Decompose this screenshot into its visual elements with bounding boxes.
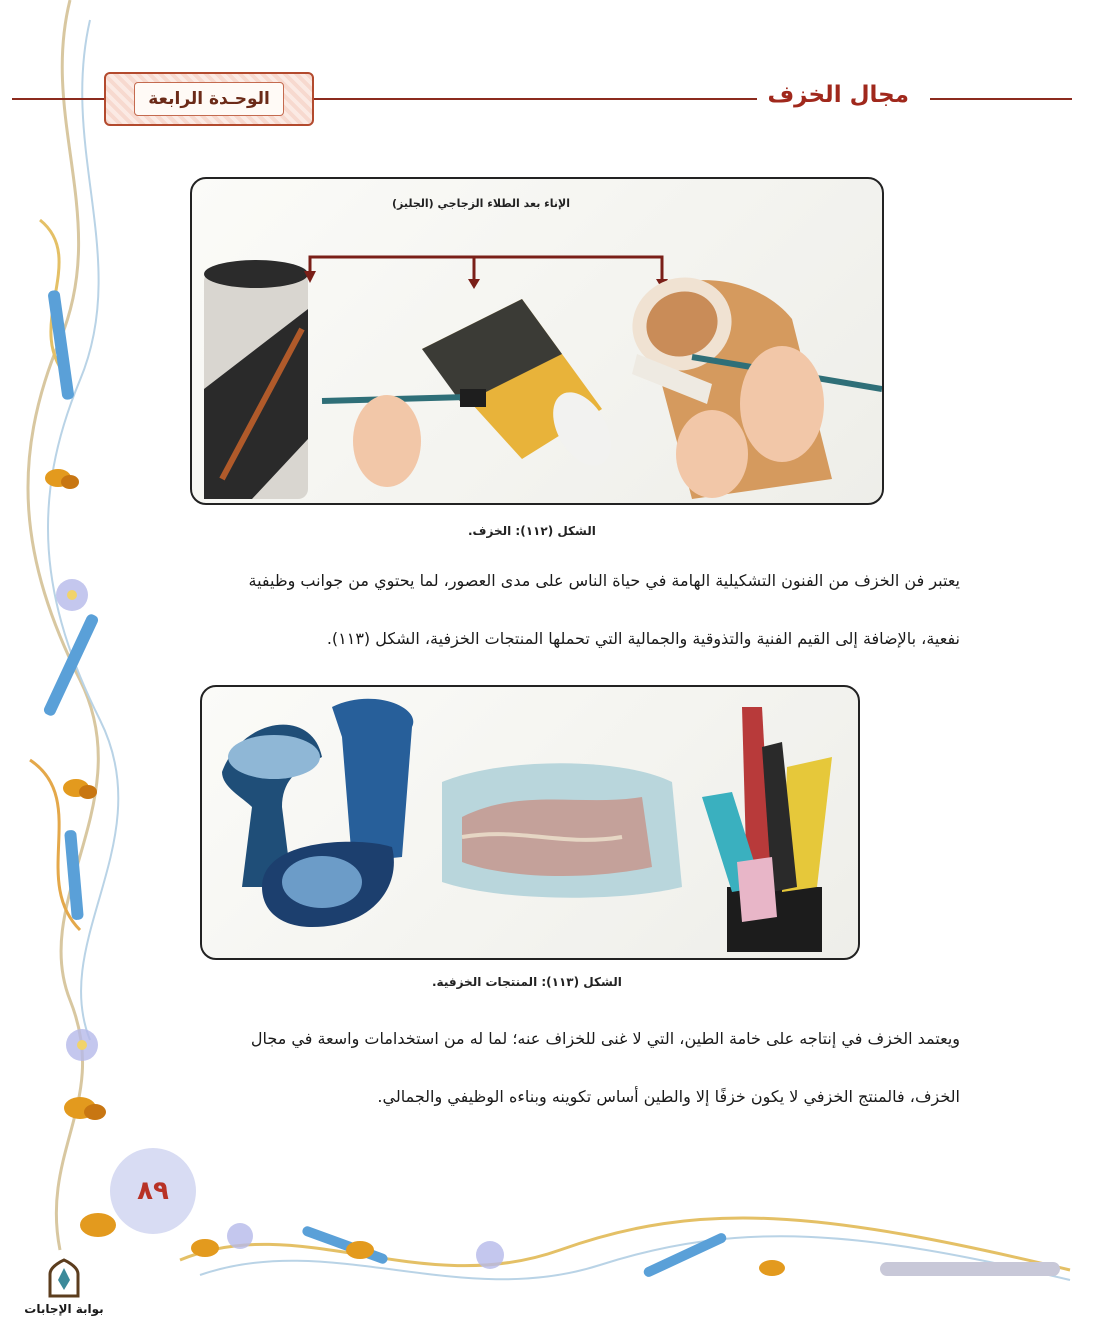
brush-icon bbox=[880, 1262, 1060, 1276]
paragraph-1 bbox=[110, 552, 960, 668]
header-rule-right bbox=[930, 98, 1072, 100]
unit-badge bbox=[104, 72, 314, 126]
ceramic-products-illustration bbox=[202, 687, 858, 958]
figure-112-image bbox=[190, 177, 884, 505]
paragraph-1-line-1: يعتبر فن الخزف من الفنون التشكيلية الهامة في حياة الناس على مدى العصور، لما يحتوي من جوانب وظيفية bbox=[248, 571, 960, 590]
butterfly-icon bbox=[759, 1260, 785, 1276]
slab-vase bbox=[702, 707, 832, 952]
flower-icon bbox=[66, 1029, 98, 1061]
butterfly-icon bbox=[346, 1241, 374, 1259]
glazed-vase bbox=[204, 260, 308, 499]
pencil-icon bbox=[301, 1225, 389, 1265]
paragraph-2-line-1: ويعتمد الخزف في إنتاجه على خامة الطين، التي لا غنى للخزاف عنه؛ لما له من استخدامات واسعة في مجال bbox=[250, 1029, 960, 1048]
paragraph-1-line-2: نفعية، بالإضافة إلى القيم الفنية والتذوقية والجمالية التي تحملها المنتجات الخزفية، الشكل (١١٣). bbox=[326, 629, 960, 648]
page-number: ٨٩ bbox=[137, 1176, 169, 1206]
glaze-annotation: الإناء بعد الطلاء الزجاجي (الجليز) bbox=[392, 197, 571, 210]
brand-logo-icon bbox=[44, 1258, 84, 1298]
clay-cylinder bbox=[619, 264, 882, 499]
butterfly-icon bbox=[63, 779, 97, 799]
header-rule-left bbox=[12, 98, 108, 100]
glazing-process-illustration bbox=[192, 179, 882, 503]
paragraph-2-line-2: الخزف، فالمنتج الخزفي لا يكون خزفًا إلا والطين أساس تكوينه وبناءه الوظيفي والجمالي. bbox=[377, 1087, 960, 1106]
process-arrows bbox=[304, 257, 668, 289]
page-title: مجال الخزف bbox=[757, 82, 919, 108]
pencil-icon bbox=[642, 1231, 728, 1278]
figure-113-caption: الشكل (١١٣): المنتجات الخزفية. bbox=[432, 975, 622, 989]
figure-112-caption: الشكل (١١٢): الخزف. bbox=[468, 524, 596, 538]
unit-label: الوحـدة الرابعة bbox=[134, 82, 284, 116]
flower-icon bbox=[227, 1223, 253, 1249]
ceramic-plate bbox=[442, 763, 682, 897]
paragraph-2 bbox=[110, 1010, 960, 1126]
flower-icon bbox=[476, 1241, 504, 1269]
butterfly-icon bbox=[80, 1213, 116, 1237]
painted-cylinder bbox=[322, 299, 623, 487]
blue-vases bbox=[222, 699, 413, 927]
butterfly-icon bbox=[64, 1097, 106, 1120]
brand-name: بوابة الإجابات bbox=[24, 1302, 104, 1316]
header-rule-middle bbox=[312, 98, 798, 100]
butterfly-icon bbox=[191, 1239, 219, 1257]
brand-logo bbox=[22, 1258, 106, 1322]
page-number-badge bbox=[110, 1148, 196, 1234]
flower-icon bbox=[56, 579, 88, 611]
figure-113-image bbox=[200, 685, 860, 960]
